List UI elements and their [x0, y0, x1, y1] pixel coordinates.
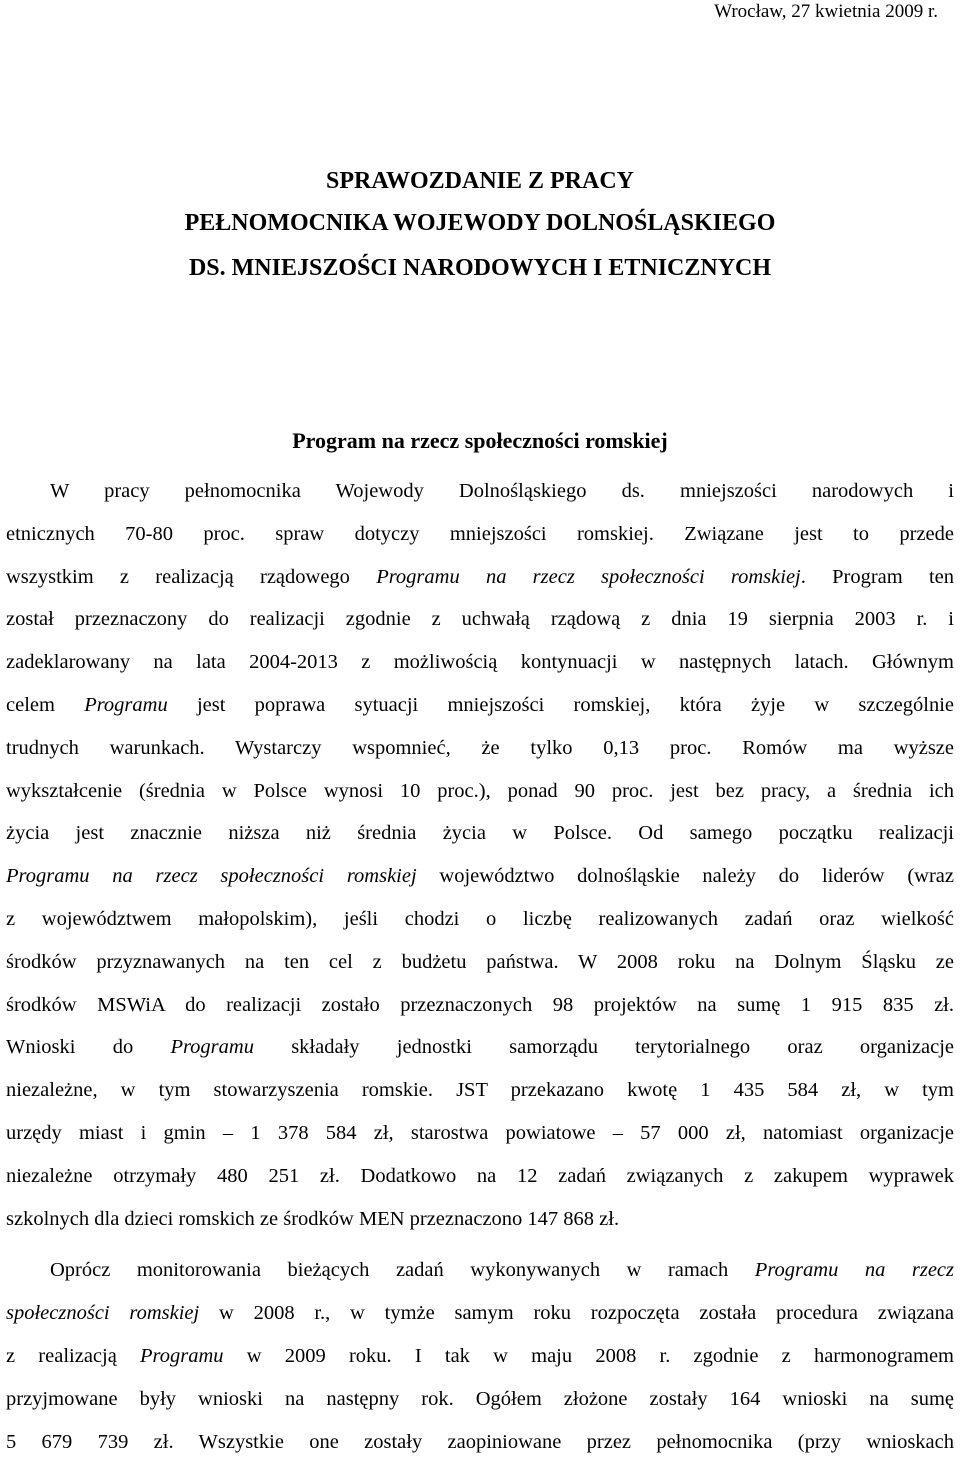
- program-word-italic: Programu: [84, 693, 168, 716]
- p1-line-2: etnicznych 70-80 proc. spraw dotyczy mniejszości romskiej. Związane jest to przede: [6, 522, 954, 545]
- report-title-line-3: DS. MNIEJSZOŚCI NARODOWYCH I ETNICZNYCH: [188, 255, 772, 281]
- report-title-line-1: SPRAWOZDANIE Z PRACY: [325, 168, 635, 194]
- p2-line-5: 5 679 739 zł. Wszystkie one zostały zaopiniowane przez pełnomocnika (przy wnioskach: [6, 1430, 954, 1453]
- p1-line-6-b: jest poprawa sytuacji mniejszości romskiej, która żyje w szczególnie: [167, 693, 954, 716]
- p1-line-10-b: województwo dolnośląskie należy do liderów (wraz: [416, 865, 954, 888]
- p1-line-14-b: składały jednostki samorządu terytorialnego oraz organizacje: [253, 1036, 954, 1059]
- program-name-italic: Programu na rzecz społeczności romskiej: [376, 565, 801, 588]
- body-text: [6, 470, 954, 1463]
- p2-line-1: [6, 1249, 954, 1292]
- document-date: Wrocław, 27 kwietnia 2009 r.: [714, 1, 938, 22]
- section-heading: Program na rzecz społeczności romskiej: [292, 428, 668, 453]
- paragraph-gap: [6, 1240, 954, 1249]
- p1-line-3: [6, 556, 954, 599]
- p1-line-7: trudnych warunkach. Wystarczy wspomnieć, że tylko 0,13 proc. Romów ma wyższe: [6, 736, 954, 759]
- p1-line-15: niezależne, w tym stowarzyszenia romskie. JST przekazano kwotę 1 435 584 zł, w tym: [6, 1079, 954, 1102]
- p1-line-3-a: wszystkim z realizacją rządowego: [6, 565, 377, 588]
- paragraph-2: [6, 1249, 954, 1463]
- p1-line-17: niezależne otrzymały 480 251 zł. Dodatkowo na 12 zadań związanych z zakupem wyprawek: [6, 1164, 954, 1187]
- p1-line-6: [6, 684, 954, 727]
- p2-line-3-a: z realizacją: [6, 1344, 141, 1367]
- p1-line-14: [6, 1026, 954, 1069]
- p2-line-4: przyjmowane były wnioski na następny rok. Ogółem złożone zostały 164 wnioski na sumę: [6, 1387, 954, 1410]
- program-word-italic: Programu: [170, 1036, 254, 1059]
- p1-line-13: środków MSWiA do realizacji zostało przeznaczonych 98 projektów na sumę 1 915 835 zł.: [6, 993, 954, 1016]
- p1-line-5: zadeklarowany na lata 2004-2013 z możliwością kontynuacji w następnych latach. Głównym: [6, 651, 954, 674]
- p1-line-14-a: Wnioski do: [6, 1036, 171, 1059]
- p2-line-3-b: w 2009 roku. I tak w maju 2008 r. zgodnie z harmonogramem: [223, 1344, 954, 1367]
- p1-line-3-b: . Program ten: [800, 565, 954, 588]
- p2-line-3: [6, 1335, 954, 1378]
- p1-line-4: został przeznaczony do realizacji zgodnie z uchwałą rządową z dnia 19 sierpnia 2003 r. i: [6, 608, 954, 631]
- p1-line-9: życia jest znacznie niższa niż średnia życia w Polsce. Od samego początku realizacji: [6, 822, 954, 845]
- program-name-italic: społeczności romskiej: [6, 1302, 200, 1325]
- p1-line-16: urzędy miast i gmin – 1 378 584 zł, starostwa powiatowe – 57 000 zł, natomiast organizacje: [6, 1121, 954, 1144]
- p1-line-6-a: celem: [6, 693, 85, 716]
- paragraph-1: [6, 470, 954, 1240]
- program-name-italic: Programu na rzecz społeczności romskiej: [6, 865, 417, 888]
- p2-line-1-a: Oprócz monitorowania bieżących zadań wykonywanych w ramach: [50, 1259, 755, 1282]
- p1-line-1: W pracy pełnomocnika Wojewody Dolnośląskiego ds. mniejszości narodowych i: [50, 480, 954, 502]
- report-title-line-2: PEŁNOMOCNIKA WOJEWODY DOLNOŚLĄSKIEGO: [184, 210, 776, 236]
- p1-line-10: [6, 855, 954, 898]
- p2-line-2: [6, 1292, 954, 1335]
- program-name-italic: Programu na rzecz: [754, 1259, 955, 1282]
- program-word-italic: Programu: [140, 1344, 224, 1367]
- p1-line-8: wykształcenie (średnia w Polsce wynosi 10 proc.), ponad 90 proc. jest bez pracy, a średnia ich: [6, 779, 954, 802]
- p2-line-2-b: w 2008 r., w tymże samym roku rozpoczęta została procedura związana: [199, 1302, 954, 1325]
- p1-line-11: z województwem małopolskim), jeśli chodzi o liczbę realizowanych zadań oraz wielkość: [6, 907, 954, 930]
- p1-line-12: środków przyznawanych na ten cel z budżetu państwa. W 2008 roku na Dolnym Śląsku ze: [6, 950, 954, 973]
- p1-line-18: szkolnych dla dzieci romskich ze środków MEN przeznaczono 147 868 zł.: [6, 1207, 620, 1230]
